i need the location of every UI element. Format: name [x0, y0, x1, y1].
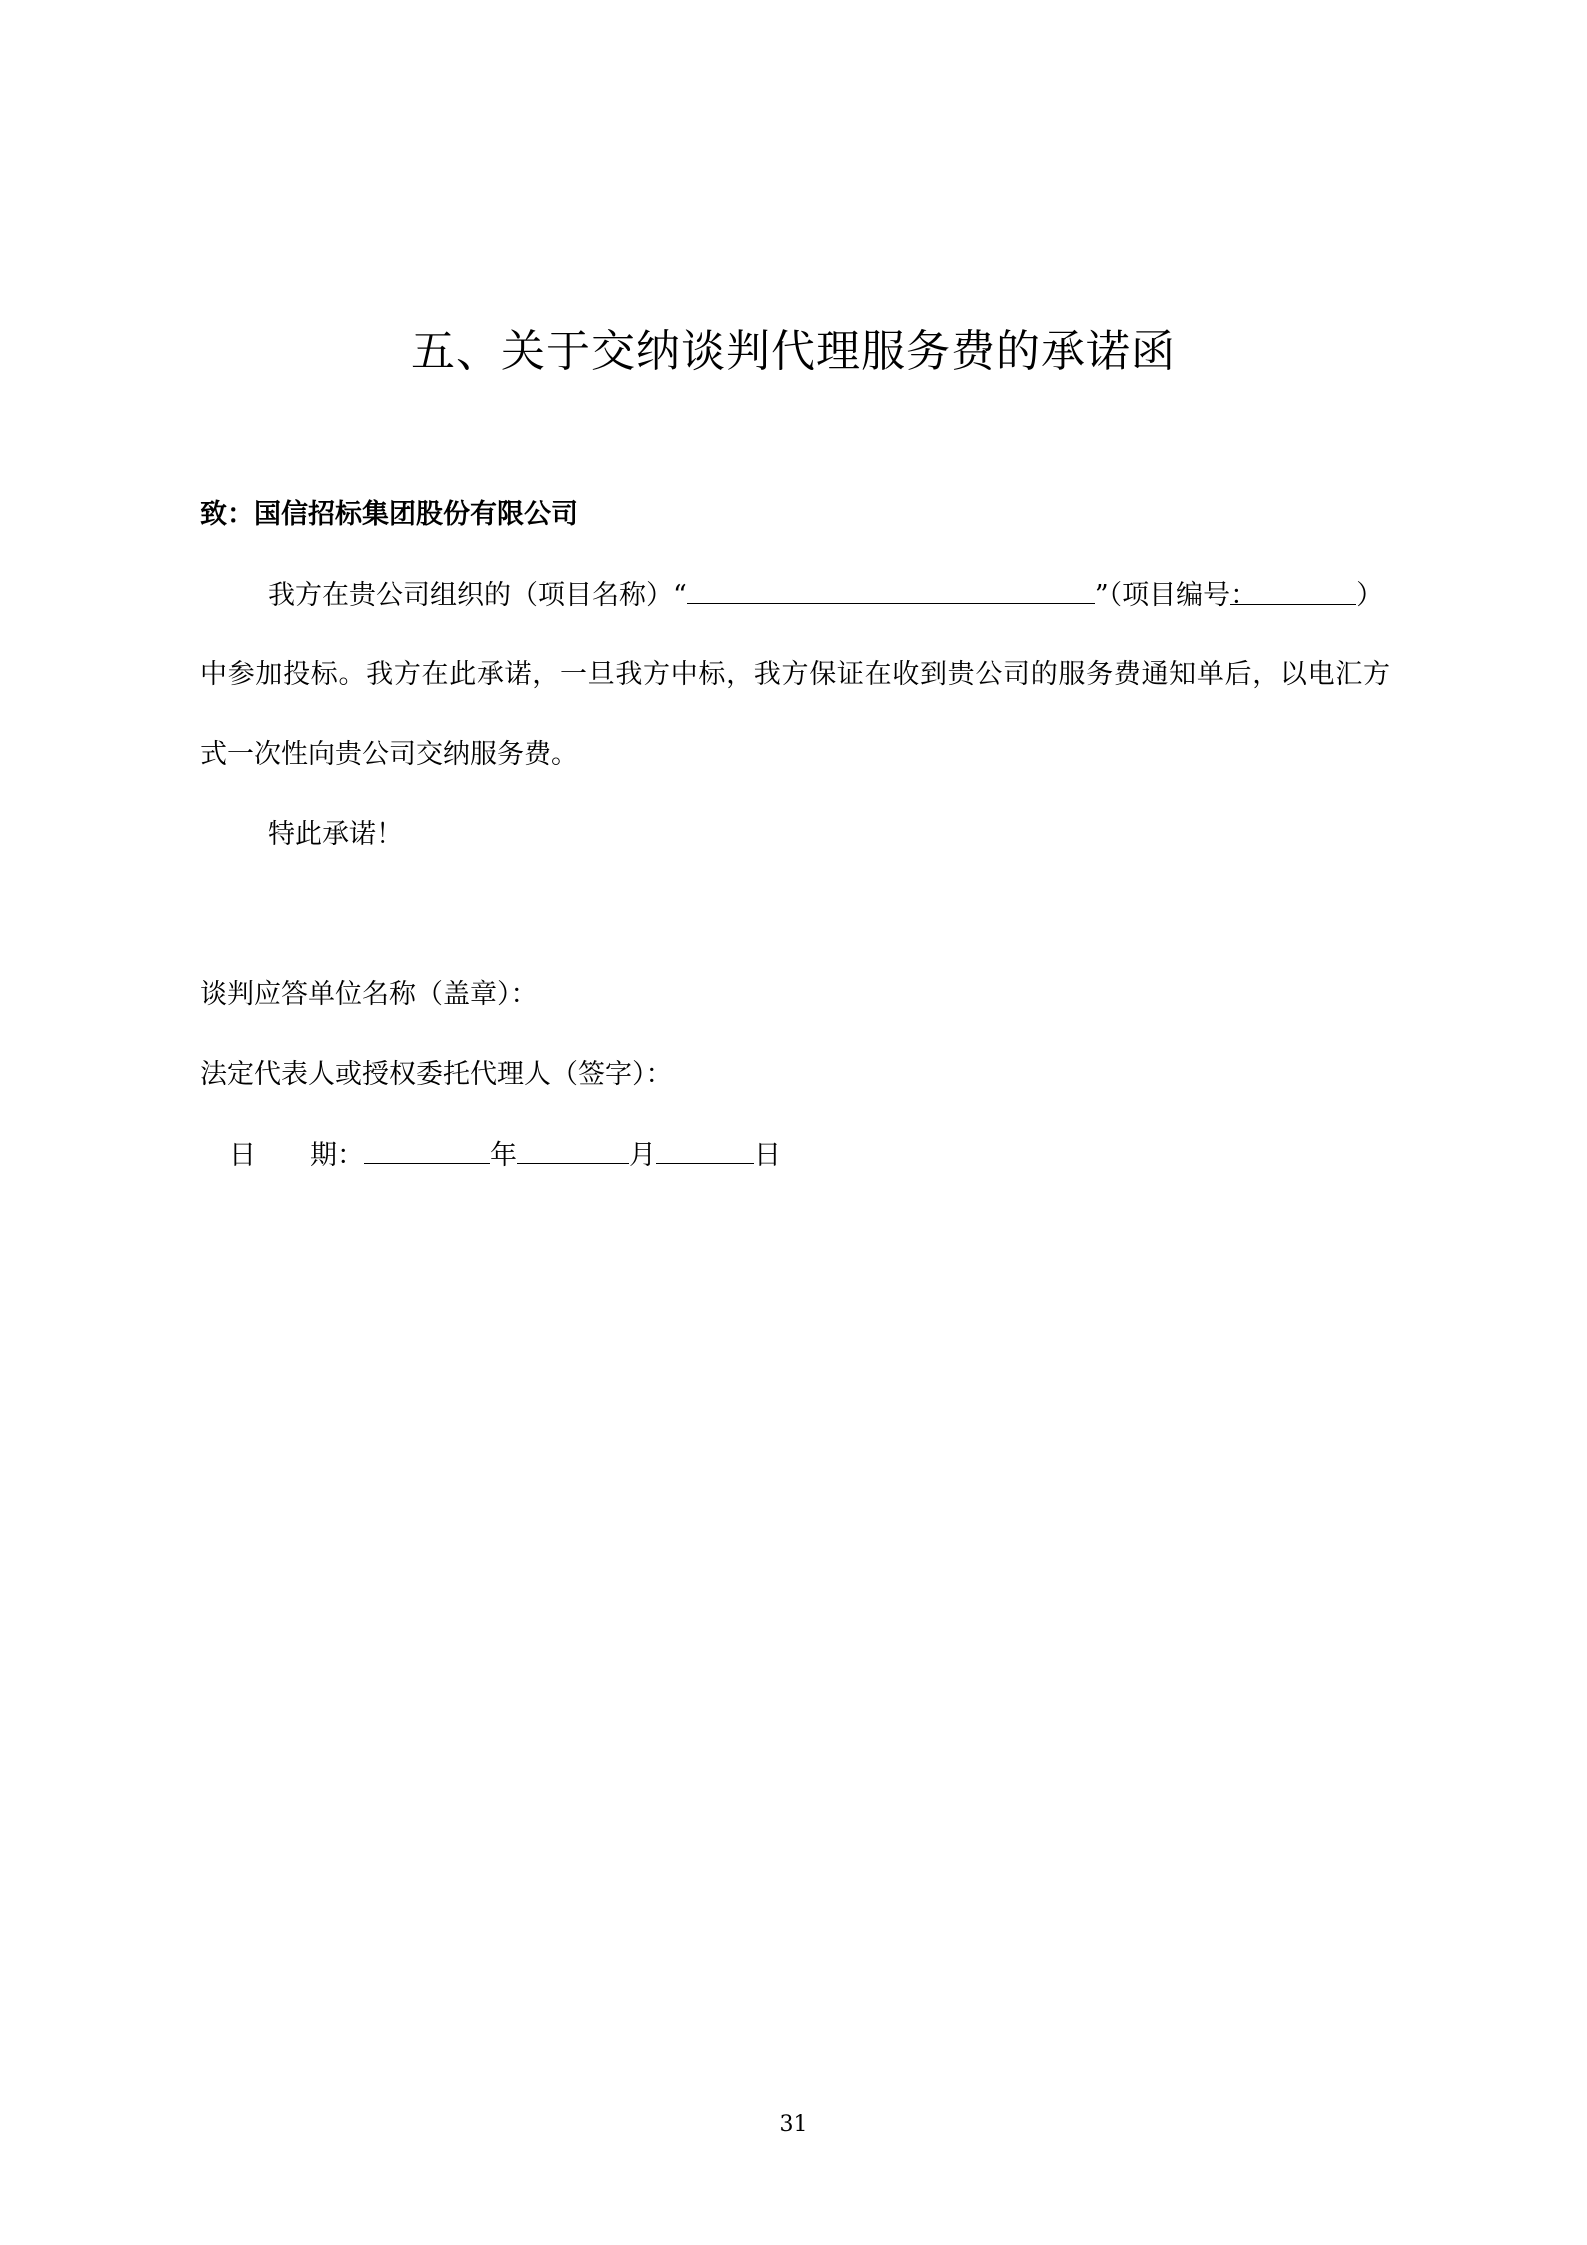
project-name-blank[interactable]	[687, 575, 1095, 604]
date-label-char-2: 期：	[310, 1140, 364, 1171]
paragraph-line-2: 中参加投标。我方在此承诺，一旦我方中标，我方保证在收到贵公司的服务费通知单后，以电汇方	[200, 659, 1390, 690]
paragraph-line-3: 式一次性向贵公司交纳服务费。	[200, 739, 578, 770]
closing-statement: 特此承诺！	[268, 819, 403, 850]
date-line	[229, 1135, 781, 1176]
year-label: 年	[490, 1140, 517, 1171]
paragraph-line-1	[268, 575, 1383, 616]
day-blank[interactable]	[656, 1135, 754, 1164]
day-label: 日	[754, 1140, 781, 1171]
paragraph-middle: ”（项目编号	[1094, 580, 1231, 611]
paragraph-suffix: ）	[1356, 580, 1384, 611]
project-code-colon: ：	[1230, 580, 1258, 611]
addressee: 致：国信招标集团股份有限公司	[200, 499, 578, 530]
year-blank[interactable]	[364, 1135, 490, 1164]
page-number: 31	[779, 2112, 808, 2137]
project-code-blank[interactable]	[1230, 576, 1356, 611]
month-blank[interactable]	[517, 1135, 629, 1164]
paragraph-prefix: 我方在贵公司组织的（项目名称）“	[268, 580, 687, 611]
representative-label: 法定代表人或授权委托代理人（签字）：	[200, 1059, 673, 1090]
unit-name-label: 谈判应答单位名称（盖章）：	[200, 979, 538, 1010]
month-label: 月	[629, 1140, 656, 1171]
date-label-char-1: 日	[229, 1140, 256, 1171]
document-title: 五、关于交纳谈判代理服务费的承诺函	[411, 326, 1176, 377]
